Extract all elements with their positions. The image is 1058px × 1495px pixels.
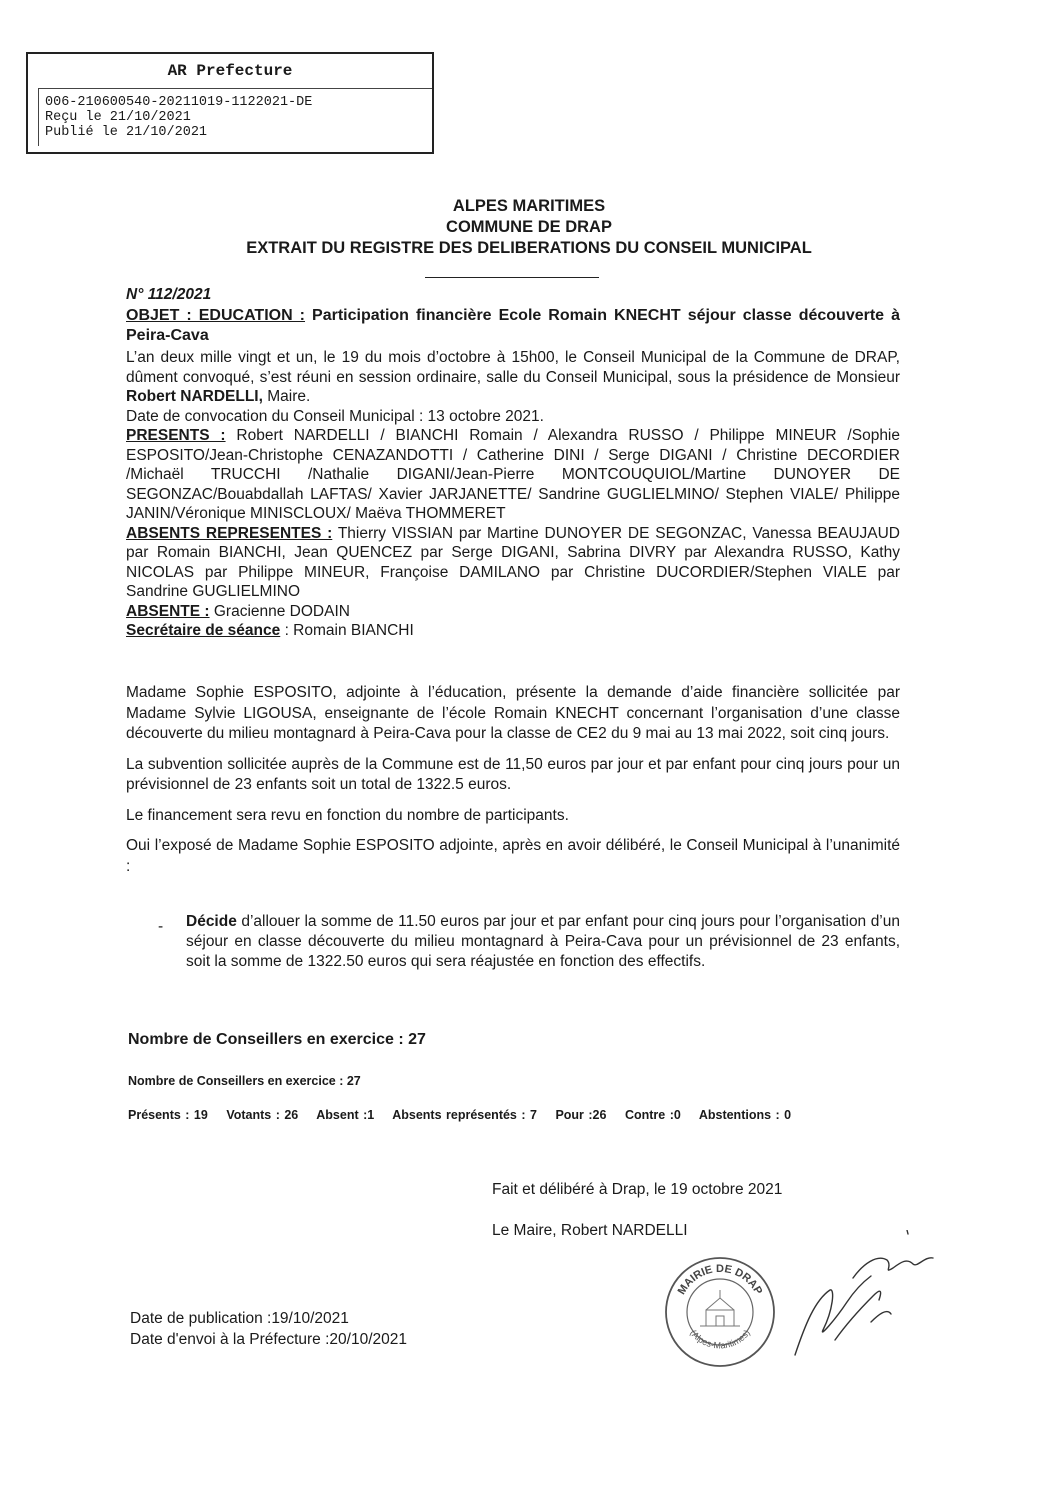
- publication-date: Date de publication :19/10/2021: [130, 1310, 349, 1327]
- absents-represented-list: [126, 524, 900, 602]
- funding-paragraph: Le financement sera revu en fonction du nombre de participants.: [126, 806, 569, 824]
- deliberation-body: [126, 683, 900, 887]
- stamp-title: AR Prefecture: [167, 62, 293, 80]
- stamp-details: [38, 88, 432, 146]
- document-header: [0, 196, 1058, 259]
- decision-label: Décide: [186, 913, 237, 930]
- header-register: EXTRAIT DU REGISTRE DES DELIBERATIONS DU CONSEIL MUNICIPAL: [246, 239, 812, 257]
- place-date-line: Fait et délibéré à Drap, le 19 octobre 2021: [492, 1181, 783, 1198]
- seal-bottom-text: (Alpes-Maritimes): [688, 1327, 752, 1351]
- councillors-count-large: Nombre de Conseillers en exercice : 27: [128, 1031, 426, 1048]
- convocation-date: Date de convocation du Conseil Municipal : 13 octobre 2021.: [126, 407, 544, 425]
- absente-label: ABSENTE :: [126, 602, 210, 620]
- object-label: OBJET : EDUCATION :: [126, 307, 306, 324]
- absents-represented-label: ABSENTS REPRESENTES :: [126, 524, 333, 542]
- stamp-reference: 006-210600540-20211019-1122021-DE: [45, 95, 313, 110]
- publication-info: [130, 1308, 407, 1350]
- deliberation-object: [126, 306, 900, 346]
- svg-text:(Alpes-Maritimes): [688, 1328, 752, 1351]
- stamp-received-date: Reçu le 21/10/2021: [45, 110, 191, 125]
- subsidy-paragraph: La subvention sollicitée auprès de la Commune est de 11,50 euros par jour et par enfant pour cinq jours pour un prévisionnel de 23 enfants soit un total de 1322.5 euros.: [126, 755, 900, 793]
- stat-votants: Votants : 26: [226, 1108, 299, 1122]
- president-name: Robert NARDELLI,: [126, 388, 263, 405]
- absente-name: Gracienne DODAIN: [213, 602, 350, 620]
- header-divider: [425, 277, 599, 278]
- decision-bullet: -: [158, 918, 164, 935]
- seal-icon: [662, 1254, 778, 1370]
- secretary-label: Secrétaire de séance: [126, 622, 281, 639]
- stamp-published-date: Publié le 21/10/2021: [45, 125, 208, 140]
- presents-list: [126, 426, 900, 524]
- stat-pour: Pour :26: [555, 1108, 607, 1122]
- deliberation-number: N° 112/2021: [126, 286, 212, 303]
- stat-abstentions: Abstentions : 0: [698, 1108, 792, 1122]
- absente-line: [126, 602, 900, 622]
- object-text: Participation financière Ecole Romain KNECHT séjour classe découverte à Peira-Cava: [126, 307, 900, 344]
- secretary-name: : Romain BIANCHI: [284, 622, 414, 639]
- header-department: ALPES MARITIMES: [452, 197, 606, 215]
- stat-absent: Absent :1: [316, 1108, 375, 1122]
- town-hall-seal: [662, 1254, 778, 1375]
- prefecture-send-date: Date d'envoi à la Préfecture :20/10/2021: [130, 1331, 407, 1348]
- decision-paragraph: [186, 912, 900, 972]
- absents-represented-names: Thierry VISSIAN par Martine DUNOYER DE SEGONZAC, Vanessa BEAUJAUD par Romain BIANCHI, Jean QUENCEZ par Serge DIGANI, Sabrina DIVRY par Alexandra RUSSO, Kathy NICOLAS par Philippe MINEUR, Françoise DAMILANO par Christine DUCORDIER/Stephen VIALE par Sandrine GUGLIELMINO: [126, 524, 901, 600]
- handwritten-signature-icon: [775, 1230, 945, 1370]
- intro-text: L’an deux mille vingt et un, le 19 du mois d’octobre à 15h00, le Conseil Municipal de la Commune de DRAP, dûment convoqué, s’est réuni en session ordinaire, salle du Conseil Municipal, sous la présidence de Monsieur: [126, 349, 900, 386]
- vote-stats: [128, 1108, 805, 1122]
- request-paragraph: Madame Sophie ESPOSITO, adjointe à l’éducation, présente la demande d’aide financière sollicitée par Madame Sylvie LIGOUSA, enseignante de l’école Romain KNECHT concernant l’organisation d’une classe découverte du milieu montagnard à Peira-Cava pour la classe de CE2 du 9 mai au 13 mai 2022, soit cinq jours.: [126, 684, 900, 742]
- deliberation-preamble: [126, 348, 900, 641]
- councillors-count-small: Nombre de Conseillers en exercice : 27: [128, 1074, 361, 1088]
- seal-top-text: MAIRIE DE DRAP: [675, 1263, 765, 1297]
- mayor-signature-line: Le Maire, Robert NARDELLI: [492, 1222, 688, 1239]
- secretary-line: [126, 621, 900, 641]
- header-commune: COMMUNE DE DRAP: [446, 218, 612, 236]
- president-title: Maire.: [267, 388, 311, 405]
- vote-paragraph: Oui l’exposé de Madame Sophie ESPOSITO adjointe, après en avoir délibéré, le Conseil Municipal à l’unanimité :: [126, 837, 900, 875]
- stat-contre: Contre :0: [624, 1108, 681, 1122]
- stat-presents: Présents : 19: [128, 1108, 208, 1122]
- presents-names: Robert NARDELLI / BIANCHI Romain / Alexandra RUSSO / Philippe MINEUR /Sophie ESPOSITO/Jean-Christophe CENAZANDOTTI / Catherine DINI / Serge DIGANI / Christine DECORDIER /Michaël TRUCCHI /Nathalie DIGANI/Jean-Pierre MONTCOUQUIOL/Martine DUNOYER DE SEGONZAC/Bouabdallah LAFTAS/ Xavier JARJANETTE/ Sandrine GUGLIELMINO/ Stephen VIALE/ Philippe JANIN/Véronique MINISCLOUX/ Maëva THOMMERET: [126, 427, 900, 522]
- decision-text: d’allouer la somme de 11.50 euros par jour et par enfant pour cinq jours pour l’organisation d’un séjour en classe découverte du milieu montagnard à Peira-Cava pour un prévisionnel de 23 enfants, soit la somme de 1322.50 euros qui sera réajustée en fonction des effectifs.: [186, 913, 900, 970]
- stat-absents-represented: Absents représentés : 7: [392, 1108, 537, 1122]
- session-intro: [126, 348, 900, 407]
- ar-prefecture-stamp: [26, 52, 434, 154]
- presents-label: PRESENTS :: [126, 427, 226, 444]
- mayor-signature: [775, 1230, 945, 1375]
